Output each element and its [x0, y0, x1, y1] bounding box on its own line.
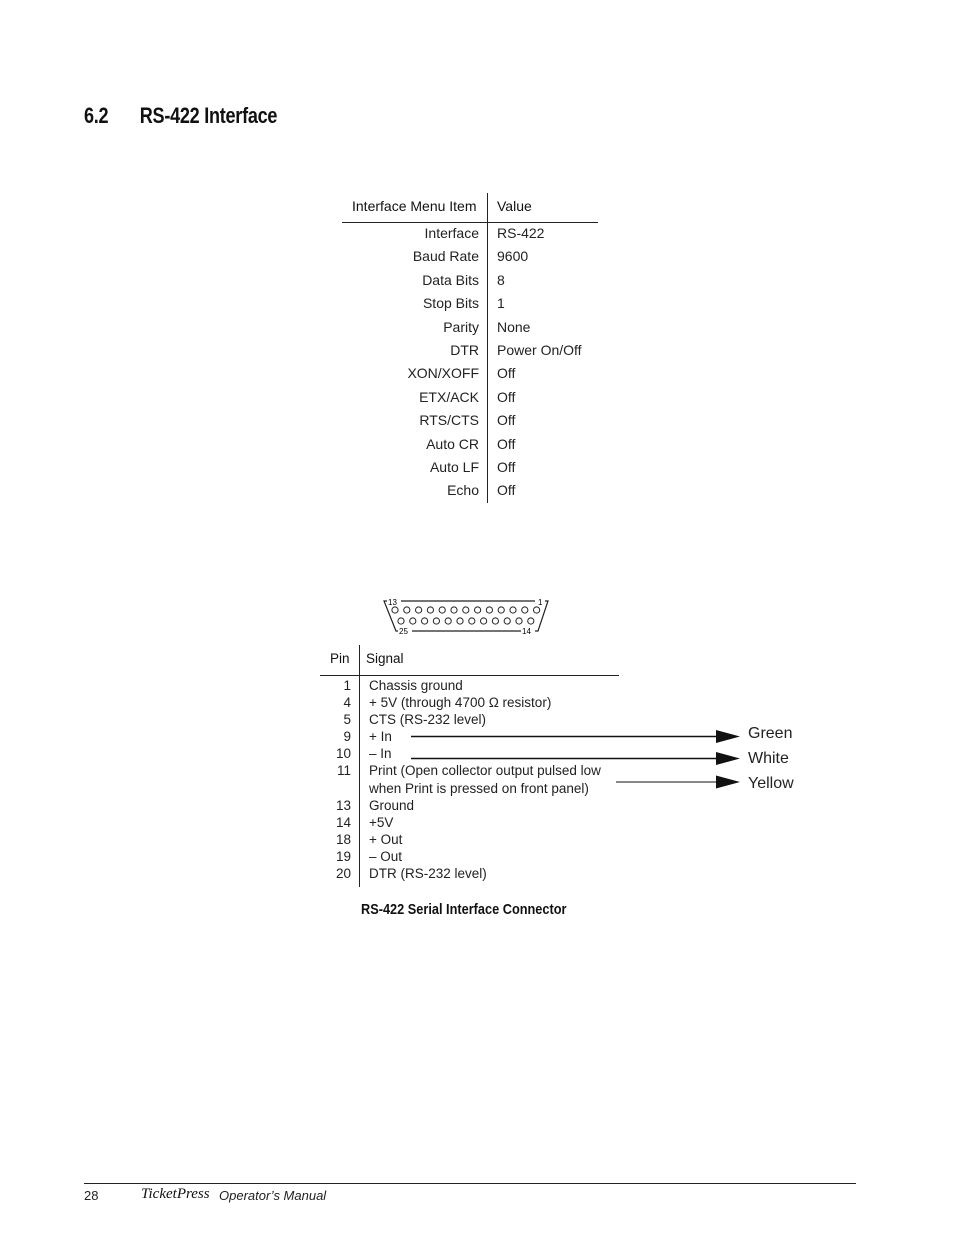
connector-pin: [492, 618, 498, 624]
connector-pin: [528, 618, 534, 624]
settings-item: DTR: [450, 341, 479, 358]
settings-row: [342, 247, 598, 270]
wire-connections: [400, 720, 820, 810]
connector-pin: [398, 618, 404, 624]
connector-pin: [498, 607, 504, 613]
footer-product-title: TicketPress: [141, 1186, 210, 1202]
pin-number: 20: [335, 866, 351, 882]
pin-row: [320, 831, 620, 848]
pin-signal: Ground: [369, 797, 415, 813]
pin-number: 9: [343, 729, 351, 745]
wire-white-arrow: [411, 752, 740, 765]
pin-signal: when Print is pressed on front panel): [369, 780, 589, 796]
pin-number: 11: [336, 763, 351, 779]
page-number: 28: [84, 1188, 99, 1203]
pin-signal: + Out: [369, 831, 403, 847]
settings-item: Echo: [447, 482, 479, 499]
header-menu-item: Interface Menu Item: [352, 198, 477, 214]
section-number: 6.2: [84, 103, 109, 128]
connector-label-25: 25: [399, 627, 408, 636]
connector-label-1: 1: [538, 598, 543, 607]
settings-row: [342, 341, 598, 364]
connector-pin: [404, 607, 410, 613]
settings-item: Interface: [424, 225, 479, 241]
pin-signal: – Out: [369, 848, 403, 864]
wire-arrows: [400, 720, 740, 810]
settings-row: [342, 458, 598, 481]
wire-green-arrow: [411, 730, 740, 743]
pin-table-header-rule: [320, 675, 619, 676]
wire-label-green: Green: [748, 725, 793, 742]
pin-number: 5: [343, 712, 351, 728]
connector-label-14: 14: [522, 627, 531, 636]
pin-signal: CTS (RS-232 level): [369, 712, 487, 728]
settings-row: [342, 388, 598, 411]
pin-number: 19: [335, 848, 351, 864]
pin-row: [320, 677, 620, 694]
connector-pin: [504, 618, 510, 624]
settings-row: [342, 294, 598, 317]
connector-pin: [439, 607, 445, 613]
settings-value: 8: [497, 271, 505, 288]
section-heading: [84, 103, 277, 129]
pin-row: [320, 694, 620, 711]
settings-row: [342, 481, 598, 504]
settings-item: RTS/CTS: [419, 412, 479, 429]
connector-pin: [469, 618, 475, 624]
connector-pin: [392, 607, 398, 613]
pin-signal: – In: [369, 746, 392, 762]
connector-pin: [481, 618, 487, 624]
settings-row: [342, 411, 598, 434]
pin-row: [320, 814, 620, 831]
connector-pin: [422, 618, 428, 624]
db25-connector-diagram: [378, 595, 558, 637]
connector-pins-top: [392, 607, 540, 613]
settings-value: RS-422: [497, 225, 545, 241]
connector-pin: [534, 607, 540, 613]
wire-yellow-arrow: [616, 776, 740, 789]
footer-manual-title: Operator’s Manual: [219, 1188, 327, 1203]
settings-value: 1: [497, 295, 505, 312]
pin-signal: Chassis ground: [369, 678, 463, 693]
table-header-rule: [342, 222, 598, 223]
connector-pins-bottom: [398, 618, 534, 624]
connector-pin: [486, 607, 492, 613]
connector-pin: [445, 618, 451, 624]
pin-signal: + 5V (through 4700 Ω resistor): [369, 695, 552, 711]
settings-row: [342, 224, 598, 247]
settings-item: XON/XOFF: [407, 365, 479, 382]
figure-caption: RS-422 Serial Interface Connector: [361, 901, 567, 918]
settings-value: None: [497, 318, 531, 335]
settings-row: [342, 435, 598, 458]
wire-label-white: White: [748, 750, 789, 767]
settings-row: [342, 271, 598, 294]
connector-pin: [522, 607, 528, 613]
settings-item: Stop Bits: [422, 295, 479, 312]
pin-number: 10: [335, 746, 351, 762]
settings-row: [342, 364, 598, 387]
settings-value: 9600: [497, 248, 529, 265]
settings-item: Parity: [443, 318, 479, 335]
settings-item: Auto CR: [426, 435, 479, 452]
pin-row: [320, 848, 620, 865]
pin-signal: + In: [369, 729, 392, 745]
pin-number: 14: [335, 814, 351, 830]
settings-value: Off: [497, 388, 516, 405]
connector-pin: [433, 618, 439, 624]
settings-item: Baud Rate: [412, 248, 479, 265]
settings-row: [342, 318, 598, 341]
pin-number: 13: [335, 797, 351, 813]
settings-value: Off: [497, 412, 516, 429]
settings-item: Data Bits: [422, 271, 479, 288]
header-pin: Pin: [330, 651, 350, 666]
pin-row: [320, 865, 620, 882]
connector-pin: [427, 607, 433, 613]
pin-number: 1: [343, 678, 351, 693]
footer-rule: [84, 1183, 856, 1184]
pin-signal: +5V: [369, 814, 394, 830]
settings-value: Off: [497, 435, 516, 452]
settings-value: Power On/Off: [497, 341, 582, 358]
settings-rows: [342, 224, 598, 505]
connector-pin: [516, 618, 522, 624]
connector-pin: [463, 607, 469, 613]
pin-number: 4: [343, 695, 351, 711]
settings-item: Auto LF: [429, 458, 479, 475]
connector-pin: [510, 607, 516, 613]
pin-signal: Print (Open collector output pulsed low: [369, 763, 601, 779]
wire-label-yellow: Yellow: [748, 775, 794, 792]
settings-value: Off: [497, 482, 516, 499]
connector-pin: [475, 607, 481, 613]
connector-pin: [451, 607, 457, 613]
connector-label-13: 13: [388, 598, 397, 607]
settings-value: Off: [497, 458, 516, 475]
connector-pin: [410, 618, 416, 624]
pin-number: 18: [335, 831, 351, 847]
pin-signal: DTR (RS-232 level): [369, 866, 487, 882]
connector-pin: [457, 618, 463, 624]
section-title: RS-422 Interface: [139, 103, 278, 128]
settings-value: Off: [497, 365, 516, 382]
settings-item: ETX/ACK: [419, 388, 479, 405]
connector-pin: [416, 607, 422, 613]
header-signal: Signal: [366, 651, 404, 666]
header-value: Value: [497, 198, 532, 214]
